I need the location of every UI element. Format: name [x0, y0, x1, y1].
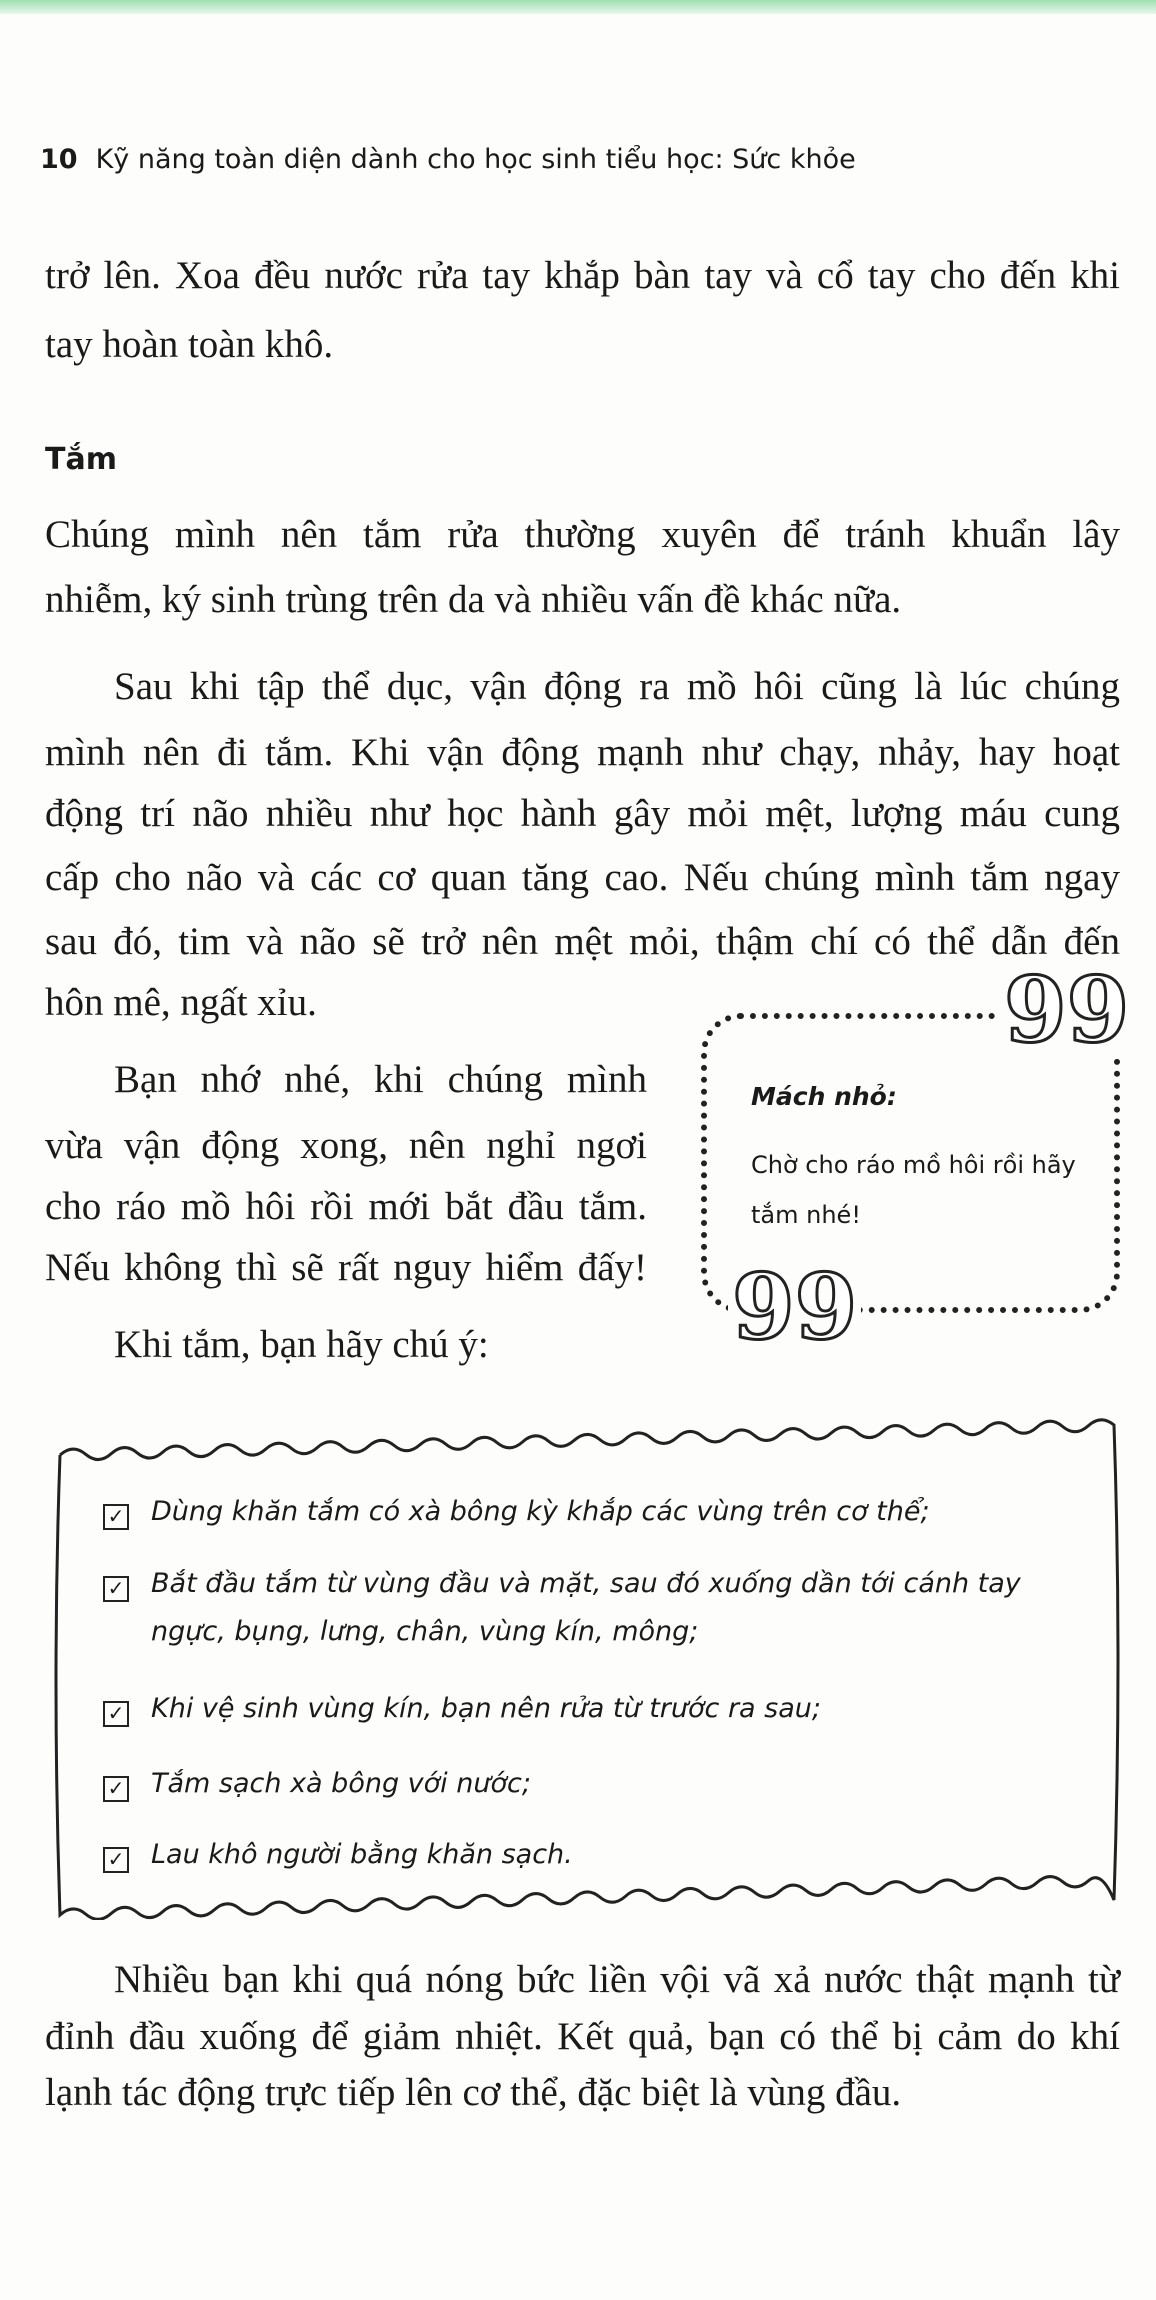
tip-body: Chờ cho ráo mồ hôi rồi hãy tắm nhé! [751, 1151, 1076, 1229]
body-line: đỉnh đầu xuống để giảm nhiệt. Kết quả, bạn có thể bị cảm do khí [45, 2015, 1120, 2058]
body-line: hôn mê, ngất xỉu. [45, 981, 317, 1024]
checklist-item [103, 1764, 531, 1804]
checklist-item-text: Lau khô người bằng khăn sạch. [151, 1839, 573, 1870]
checklist-item-text: Dùng khăn tắm có xà bông kỳ khắp các vùng trên cơ thể; [151, 1496, 930, 1527]
quote-mark-icon: 99 [1000, 965, 1133, 1055]
body-line: lạnh tác động trực tiếp lên cơ thể, đặc biệt là vùng đầu. [45, 2071, 902, 2114]
section-heading: Tắm [45, 442, 117, 477]
body-line: Nhiều bạn khi quá nóng bức liền vội vã xả nước thật mạnh từ [114, 1958, 1120, 2001]
body-line: trở lên. Xoa đều nước rửa tay khắp bàn tay và cổ tay cho đến khi [45, 254, 1120, 297]
running-header [40, 140, 856, 180]
body-line: cho ráo mồ hôi rồi mới bắt đầu tắm. [45, 1185, 647, 1228]
checkbox-checked-icon: ✓ [103, 1701, 129, 1727]
checklist-item [103, 1564, 1021, 1604]
checklist-item [103, 1689, 821, 1729]
body-line: Khi tắm, bạn hãy chú ý: [114, 1323, 489, 1366]
checklist-item [103, 1835, 573, 1875]
page-number: 10 [40, 144, 78, 175]
body-line: Bạn nhớ nhé, khi chúng mình [114, 1058, 647, 1101]
body-line: nhiễm, ký sinh trùng trên da và nhiều vấn đề khác nữa. [45, 578, 902, 621]
checklist-item-text: Khi vệ sinh vùng kín, bạn nên rửa từ trước ra sau; [151, 1693, 822, 1724]
body-line: Chúng mình nên tắm rửa thường xuyên để tránh khuẩn lây [45, 513, 1120, 556]
body-line: vừa vận động xong, nên nghỉ ngơi [45, 1124, 647, 1167]
checklist-item-text: Bắt đầu tắm từ vùng đầu và mặt, sau đó xuống dần tới cánh tay [151, 1568, 1021, 1599]
checklist-item-text: Tắm sạch xà bông với nước; [151, 1768, 531, 1799]
checklist-item-continuation: ngực, bụng, lưng, chân, vùng kín, mông; [151, 1616, 699, 1647]
checkbox-checked-icon: ✓ [103, 1847, 129, 1873]
checkbox-checked-icon: ✓ [103, 1776, 129, 1802]
body-line: mình nên đi tắm. Khi vận động mạnh như chạy, nhảy, hay hoạt [45, 731, 1120, 774]
tip-title: Mách nhỏ: [751, 1082, 897, 1111]
running-title: Kỹ năng toàn diện dành cho học sinh tiểu học: Sức khỏe [95, 144, 856, 175]
body-line: tay hoàn toàn khô. [45, 323, 334, 366]
quote-mark-icon: 99 [728, 1262, 861, 1352]
checkbox-checked-icon: ✓ [103, 1504, 129, 1530]
checklist-item [103, 1492, 930, 1532]
page-edge [0, 0, 1156, 14]
checkbox-checked-icon: ✓ [103, 1576, 129, 1602]
body-line: Sau khi tập thể dục, vận động ra mồ hôi cũng là lúc chúng [114, 665, 1120, 708]
body-line: cấp cho não và các cơ quan tăng cao. Nếu chúng mình tắm ngay [45, 856, 1120, 899]
body-line: Nếu không thì sẽ rất nguy hiểm đấy! [45, 1246, 647, 1289]
body-line: sau đó, tim và não sẽ trở nên mệt mỏi, thậm chí có thể dẫn đến [45, 920, 1120, 963]
body-line: động trí não nhiều như học hành gây mỏi mệt, lượng máu cung [45, 792, 1120, 835]
